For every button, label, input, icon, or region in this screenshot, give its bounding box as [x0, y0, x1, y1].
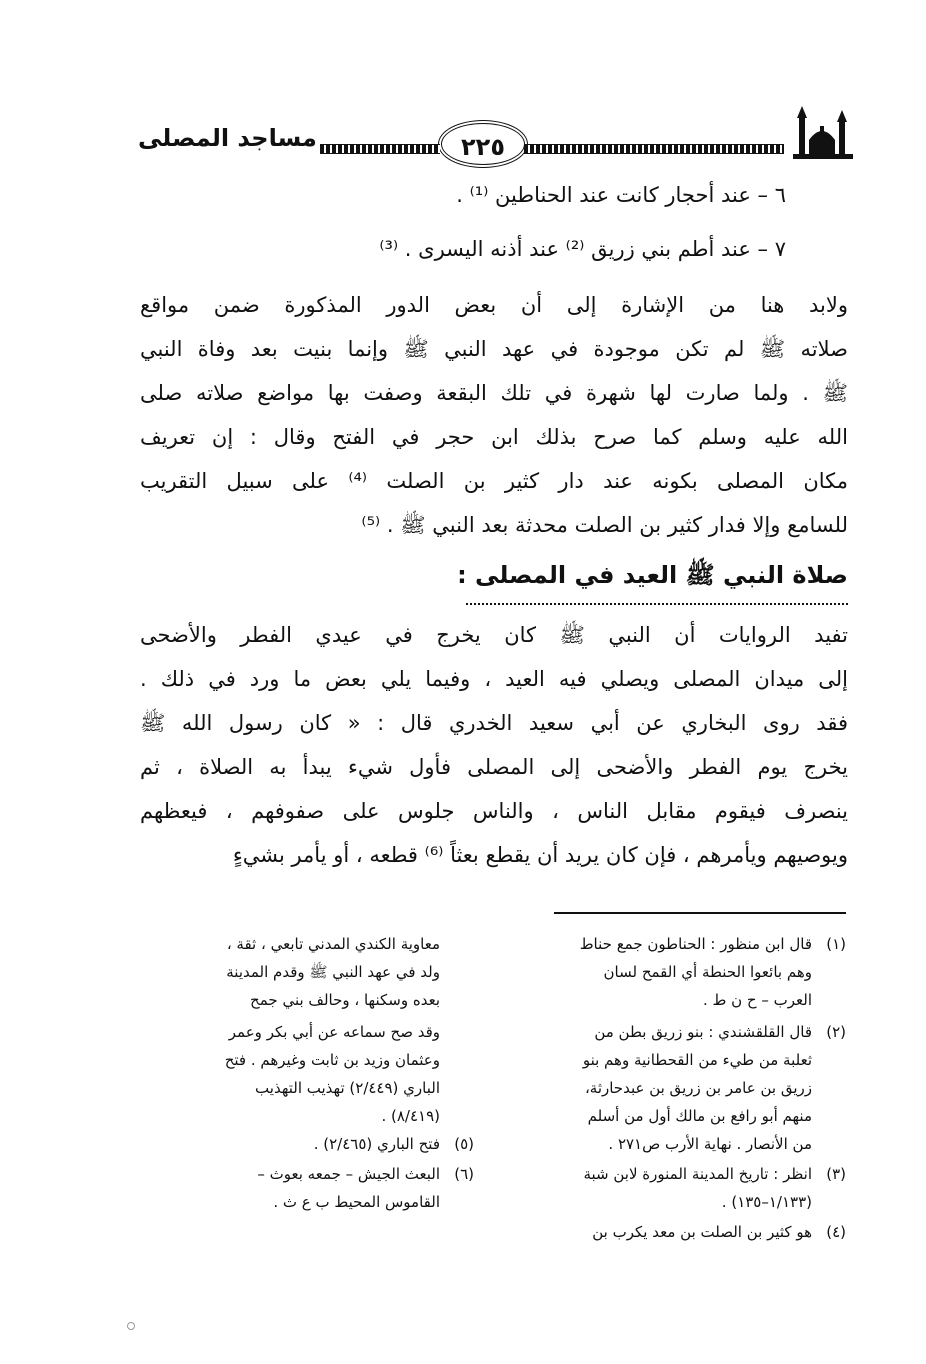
- paragraph-line: يخرج يوم الفطر والأضحى إلى المصلى فأول شيء يبدأ به الصلاة ، ثم: [140, 755, 848, 779]
- footnote-text: قال القلقشندي : بنو زريق بطن من: [594, 1023, 812, 1041]
- footnote-line: [526, 932, 846, 957]
- footnote-number: (١): [826, 935, 846, 953]
- footnote-number: (٣): [826, 1165, 846, 1183]
- paragraph-line: ويوصيهم ويأمرهم ، فإن كان يريد أن يقطع بعثاً ⁽⁶⁾ قطعه ، أو يأمر بشيءٍ: [232, 843, 848, 867]
- paragraph-line: إلى ميدان المصلى ويصلي فيه العيد ، وفيما يلي بعض ما ورد في ذلك .: [140, 667, 848, 691]
- footnote-text: انظر : تاريخ المدينة المنورة لابن شبة: [583, 1165, 812, 1183]
- footnote-number: (٦): [454, 1165, 474, 1183]
- header-rope-ornament: [524, 144, 784, 154]
- footnote-text: ولد في عهد النبي ﷺ وقدم المدينة: [226, 963, 440, 981]
- footnote-line: [526, 1076, 846, 1101]
- paragraph-line: الله عليه وسلم كما صرح بذلك ابن حجر في الفتح وقال : إن تعريف: [140, 425, 848, 449]
- footnote-line: [144, 1020, 474, 1045]
- footnote-text: وقد صح سماعه عن أبي بكر وعمر: [228, 1023, 440, 1041]
- footnote-line: [144, 1104, 474, 1129]
- section-heading: صلاة النبي ﷺ العيد في المصلى :: [457, 561, 848, 589]
- footnote-line: [144, 988, 474, 1013]
- list-item: ٦ – عند أحجار كانت عند الحناطين ⁽¹⁾ .: [456, 183, 786, 207]
- footnote-line: [526, 1048, 846, 1073]
- footnote-line: [526, 960, 846, 985]
- footnote-number: (٤): [826, 1223, 846, 1241]
- paragraph-line: ﷺ . ولما صارت لها شهرة في تلك البقعة وصفت بها مواضع صلاته صلى: [140, 381, 848, 405]
- footnote-line: [144, 1132, 474, 1157]
- running-header: [120, 104, 855, 164]
- paragraph-line: ولابد هنا من الإشارة إلى أن بعض الدور المذكورة ضمن مواقع: [140, 293, 848, 317]
- footnote-line: [144, 1076, 474, 1101]
- footnote-number: (٢): [826, 1023, 846, 1041]
- scan-speck: [127, 1322, 135, 1330]
- footnote-separator: [554, 912, 846, 914]
- footnote-text: ثعلبة من طيء من القحطانية وهم بنو: [582, 1051, 812, 1069]
- footnote-line: [526, 1190, 846, 1215]
- footnote-text: منهم أبو رافع بن مالك أول من أسلم: [587, 1107, 812, 1125]
- paragraph-line: صلاته ﷺ لم تكن موجودة في عهد النبي ﷺ وإنما بنيت بعد وفاة النبي: [140, 337, 848, 361]
- footnote-text: الباري (٢/٤٤٩) تهذيب التهذيب: [255, 1079, 440, 1097]
- footnote-text: من الأنصار . نهاية الأرب ص٢٧١ .: [608, 1135, 812, 1153]
- footnote-text: (١/١٣٣–١٣٥) .: [721, 1193, 812, 1211]
- footnote-number: (٥): [454, 1135, 474, 1153]
- paragraph-line: تفيد الروايات أن النبي ﷺ كان يخرج في عيدي الفطر والأضحى: [140, 623, 848, 647]
- header-rope-ornament: [320, 144, 440, 154]
- footnote-line: [144, 932, 474, 957]
- footnote-line: [526, 1104, 846, 1129]
- footnote-line: [526, 1132, 846, 1157]
- footnote-text: زريق بن عامر بن زريق بن عبدحارثة،: [584, 1079, 812, 1097]
- footnote-line: [526, 988, 846, 1013]
- footnote-text: القاموس المحيط ب ع ث .: [273, 1193, 440, 1211]
- footnote-line: [144, 1190, 474, 1215]
- footnote-text: وهم بائعوا الحنطة أي القمح لسان: [603, 963, 812, 981]
- footnote-line: [144, 1048, 474, 1073]
- running-title: مساجد المصلى: [138, 124, 317, 152]
- footnote-text: بعده وسكنها ، وحالف بني جمح: [250, 991, 440, 1009]
- paragraph-line: فقد روى البخاري عن أبي سعيد الخدري قال : « كان رسول الله ﷺ: [140, 711, 848, 735]
- footnote-line: [144, 960, 474, 985]
- footnote-text: معاوية الكندي المدني تابعي ، ثقة ،: [226, 935, 440, 953]
- paragraph-line: ينصرف فيقوم مقابل الناس ، والناس جلوس على صفوفهم ، فيعظهم: [140, 799, 848, 823]
- footnote-text: هو كثير بن الصلت بن معد يكرب بن: [592, 1223, 812, 1241]
- page-number: ٢٢٥: [438, 120, 528, 168]
- footnote-text: البعث الجيش – جمعه بعوث –: [257, 1165, 440, 1183]
- paragraph-line: مكان المصلى بكونه عند دار كثير بن الصلت ⁽⁴⁾ على سبيل التقريب: [140, 469, 848, 493]
- footnote-text: وعثمان وزيد بن ثابت وغيرهم . فتح: [224, 1051, 440, 1069]
- footnote-text: فتح الباري (٢/٤٦٥) .: [313, 1135, 440, 1153]
- footnote-line: [526, 1220, 846, 1245]
- footnote-line: [526, 1020, 846, 1045]
- paragraph-line: للسامع وإلا فدار كثير بن الصلت محدثة بعد النبي ﷺ . ⁽⁵⁾: [361, 513, 848, 537]
- mosque-minaret-icon: [789, 104, 855, 160]
- heading-underline: [466, 603, 848, 605]
- footnote-text: (٨/٤١٩) .: [381, 1107, 440, 1125]
- footnote-text: قال ابن منظور : الحناطون جمع حناط: [579, 935, 812, 953]
- footnote-line: [526, 1162, 846, 1187]
- list-item: ٧ – عند أطم بني زريق ⁽²⁾ عند أذنه اليسرى . ⁽³⁾: [379, 237, 786, 261]
- footnote-text: العرب – ح ن ط .: [702, 991, 812, 1009]
- footnote-line: [144, 1162, 474, 1187]
